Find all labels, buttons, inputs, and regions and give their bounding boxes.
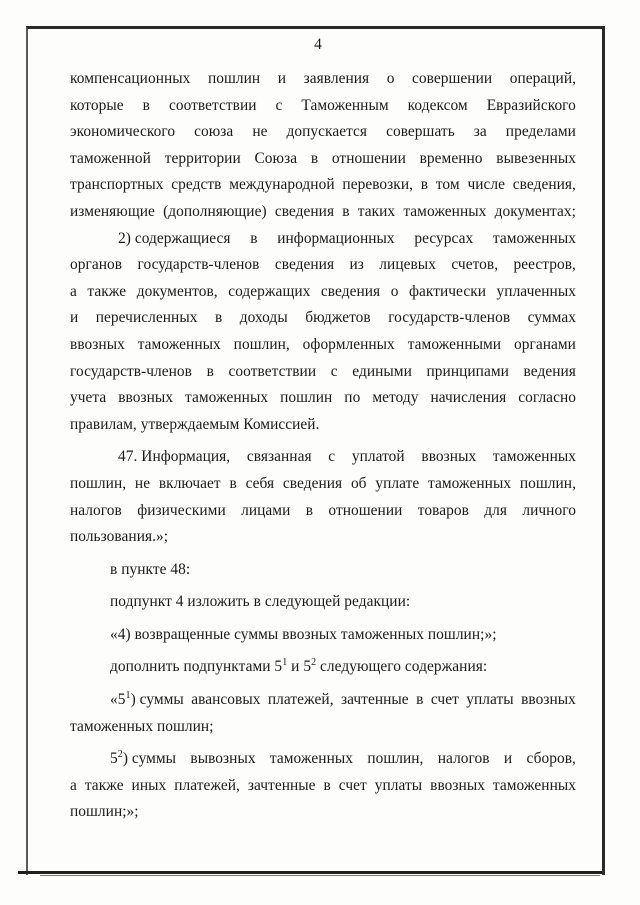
text-word: перечисленных [95,309,198,327]
text-word: том [435,176,460,194]
text-word: уплатой [351,448,405,466]
text-word: сведения [274,256,335,274]
text-fragment: ввозных [521,691,576,709]
text-word: пределами [505,123,576,141]
text-word: пошлин [280,389,333,407]
text-word: экономического [70,123,176,141]
text-word: лицами [241,501,291,519]
text-line [70,279,576,306]
text-word: средств [171,176,222,194]
text-word: товаров [417,501,469,519]
text-word: счетов, [451,256,499,274]
text-word: в [250,229,258,247]
text-word: в [206,362,214,380]
text-fragment [110,687,184,714]
text-word: лицевых [379,256,436,274]
text-line: подпункт 4 изложить в следующей редакции: [110,593,411,611]
text-word: в [229,474,237,492]
text-word: 47. Информация, [118,448,231,466]
superscript: 2 [311,657,317,669]
text-line [70,773,576,800]
text-word: перевозки, [342,176,413,194]
text-word: сведения [320,282,381,300]
text-word: которые [70,96,124,114]
text-line: пользования.»; [70,528,169,546]
superscript: 2 [117,749,123,761]
text-word: за [473,123,487,141]
text-line [70,226,576,253]
text-word: физическими [137,501,226,519]
text-word: уплате [375,474,420,492]
superscript: 1 [125,690,131,702]
text-word: таможенной [70,149,151,167]
text-word: реестров, [513,256,576,274]
text-word: ввозных [421,448,477,466]
text-line [70,359,576,386]
text-word: и [70,309,79,327]
text-word: допускается [286,123,368,141]
text-line: в пункте 48: [110,560,191,578]
text-fragment: авансовых [191,691,261,709]
text-word: сведения, [512,176,576,194]
text-fragment: налогов [437,750,490,768]
text-word: уплаты [374,776,423,794]
text-word: с [328,448,336,466]
text-word: таможенных [185,389,269,407]
text-fragment: и 5 [287,658,312,676]
text-word: об [350,474,367,492]
text-word: изменяющие [70,202,155,220]
text-word: кодексом [407,96,468,114]
text-fragment: ) суммы [130,691,184,709]
text-word: методу [372,389,419,407]
text-word: временно [419,149,483,167]
text-line [70,199,576,226]
text-line [70,146,576,173]
text-word: таможенных [428,474,512,492]
text-line [70,93,576,120]
text-word: (дополняющие) [163,202,267,220]
text-fragment: уплаты [466,691,514,709]
text-word: иных [131,776,167,794]
text-word: ввозных [70,335,125,353]
document-body [70,36,576,826]
text-word: о [390,282,399,300]
text-line [70,252,576,279]
page-border-bottom [18,871,602,874]
text-word: органов [70,256,123,274]
text-word: отношении [328,501,403,519]
page-number: 4 [314,36,322,53]
text-word: таможенных [492,448,576,466]
text-word: совершении [412,70,493,87]
text-word: операций, [509,70,576,87]
text-word: заявления [303,70,370,87]
text-word: документах; [494,202,576,220]
text-word: компенсационных [70,70,191,87]
text-word: едиными [352,362,412,380]
text-word: таможенных [492,776,576,794]
text-word: Союза [254,149,298,167]
text-fragment [110,746,176,773]
text-word: территории [164,149,241,167]
text-word: оформленных [302,335,395,353]
text-word: с [330,362,338,380]
text-word: также [84,776,124,794]
text-word: в [342,202,350,220]
text-word: совершать [386,123,455,141]
text-word: таких [357,202,396,220]
text-word: пошлин [207,70,261,87]
text-word: Таможенным [301,96,389,114]
text-line [70,66,576,93]
text-word: информационных [277,229,395,247]
text-word: доходы [239,309,288,327]
text-word: согласно [518,389,576,407]
text-line [70,305,576,332]
text-line [70,119,576,146]
text-word: сведения [282,474,343,492]
text-word: таможенных [137,335,221,353]
text-word: в [323,776,331,794]
text-word: налогов [70,501,122,519]
text-word: ведения [523,362,576,380]
text-fragment: таможенных [269,750,353,768]
text-word: принципами [426,362,509,380]
text-fragment: следующего содержания: [316,658,488,676]
text-word: союза [194,123,234,141]
text-word: учета [70,389,107,407]
text-line [70,444,576,471]
text-line [70,687,576,714]
text-word: органами [513,335,576,353]
text-fragment: ) суммы [122,750,177,768]
text-line [70,385,576,412]
text-word: а [70,776,77,794]
text-word: не [134,474,151,492]
text-word: суммах [527,309,576,327]
text-word: не [252,123,268,141]
text-fragment: 5 [110,750,118,768]
text-line: пошлин;»; [70,803,139,821]
text-word: по [344,389,361,407]
text-fragment: в [416,691,424,709]
text-word: Евразийского [486,96,576,114]
text-word: пошлин, [519,474,576,492]
text-word: с [275,96,283,114]
text-word: включает [158,474,221,492]
text-line [70,498,576,525]
superscript: 1 [282,657,288,669]
text-word: таможенных [403,202,487,220]
text-word: в [420,176,429,194]
text-word: 2) содержащиеся [118,229,231,247]
text-line [70,332,576,359]
text-word: платежей, [174,776,240,794]
text-word: ввозных [430,776,485,794]
text-word: о [386,70,395,87]
text-word: вывезенных [496,149,576,167]
text-word: содержащих [228,282,311,300]
page-border-bottom-shadow [40,875,600,876]
text-line: «4) возвращенные суммы ввозных таможенных пошлин;»; [110,625,497,643]
text-fragment: сборов, [526,750,576,768]
text-fragment: и [503,750,513,768]
text-word: ввозных [118,389,174,407]
text-word: в [305,501,314,519]
text-word: в [142,96,150,114]
text-line: правилам, утверждаемым Комиссией. [70,415,320,433]
text-word: также [87,282,127,300]
text-word: начисления [430,389,507,407]
text-word: из [349,256,364,274]
text-word: таможенными [407,335,502,353]
text-line [70,654,576,681]
text-word: для [484,501,508,519]
text-word: сведения [274,202,335,220]
text-word: таможенных [492,229,576,247]
text-word: а [70,282,77,300]
text-word: связанная [246,448,312,466]
text-word: транспортных [70,176,164,194]
text-word: отношении [331,149,406,167]
text-fragment: зачтенные [341,691,409,709]
text-word: пошлин, [233,335,290,353]
text-word: соответствии [168,96,257,114]
text-word: в [214,309,223,327]
text-word: государств-членов [137,256,260,274]
text-word: государств-членов [388,309,511,327]
text-word: фактически [408,282,487,300]
text-fragment: «5 [110,691,126,709]
text-line [70,746,576,773]
text-fragment: счет [430,691,459,709]
text-line: таможенных пошлин; [70,717,214,735]
text-word: ресурсах [414,229,474,247]
text-fragment: дополнить подпунктами 5 [110,658,283,676]
text-line [70,172,576,199]
text-fragment: пошлин, [367,750,424,768]
text-word: пошлин, [70,474,127,492]
text-line [70,471,576,498]
text-word: личного [522,501,576,519]
text-fragment: платежей, [267,691,334,709]
text-word: уплаченных [496,282,576,300]
text-fragment: вывозных [190,750,256,768]
text-word: в [310,149,319,167]
text-word: международной [229,176,335,194]
text-word: зачтенные [247,776,316,794]
text-word: и [277,70,287,87]
text-word: соответствии [228,362,317,380]
text-word: числе [467,176,506,194]
text-word: бюджетов [305,309,371,327]
text-word: документов, [136,282,218,300]
text-word: государств-членов [70,362,192,380]
text-word: себя [245,474,275,492]
text-word: счет [338,776,367,794]
